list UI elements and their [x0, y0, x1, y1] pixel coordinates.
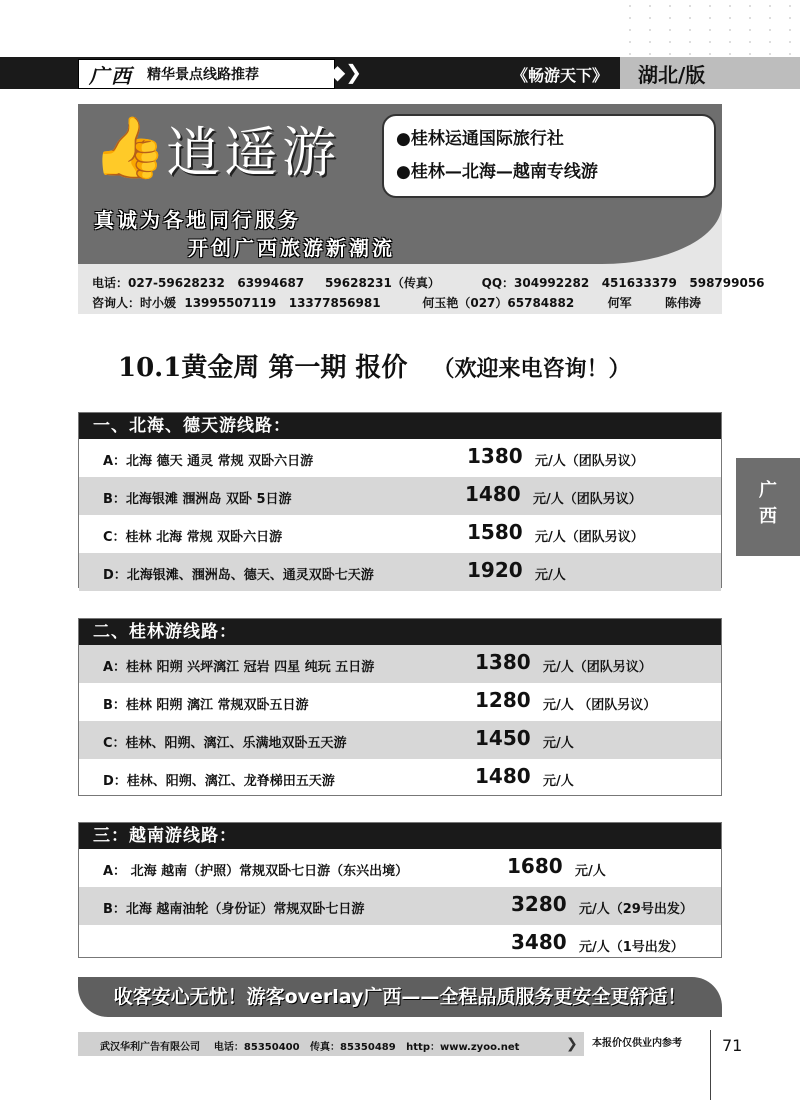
price-row	[79, 683, 721, 721]
route-name: B：北海 越南油轮（身份证）常规双卧七日游	[103, 902, 365, 917]
price-unit: 元/人（团队另议）	[543, 660, 652, 675]
brand-name: 逍遥游	[166, 121, 340, 184]
slogan-line-2: 开创广西旅游新潮流	[188, 236, 395, 260]
side-region-tab	[736, 458, 800, 556]
price-row	[79, 849, 721, 887]
contact-phones: 电话：027-59628232 63994687 59628231（传真） QQ：304992282 451633379 598799056	[92, 276, 765, 290]
route-section-beihai	[78, 412, 722, 588]
route-name: B：北海银滩 涠洲岛 双卧 5日游	[103, 492, 292, 507]
price-value: 1580	[467, 520, 523, 544]
decorative-dot-grid	[620, 0, 800, 55]
price-row	[79, 721, 721, 759]
agency-specialty: ●桂林—北海—越南专线游	[396, 162, 598, 182]
price-row	[79, 553, 721, 591]
agency-banner	[78, 104, 765, 314]
price-unit: 元/人	[575, 864, 606, 879]
edition-label: 湖北/版	[620, 57, 800, 89]
price-value: 1280	[475, 688, 531, 712]
price-value: 1380	[467, 444, 523, 468]
page-title-text: 10.1黄金周 第一期 报价	[118, 353, 408, 383]
section-title: 精华景点线路推荐	[147, 67, 259, 83]
route-section-vietnam	[78, 822, 722, 958]
route-name: D：桂林、阳朔、漓江、龙脊梯田五天游	[103, 774, 335, 789]
disclaimer: 本报价仅供业内参考	[584, 1032, 710, 1056]
section-heading: 二、桂林游线路：	[79, 619, 721, 645]
magazine-name: 《畅游天下》	[512, 66, 609, 85]
thumbs-up-icon: 👍	[92, 113, 167, 183]
price-row	[79, 515, 721, 553]
chevron-right-icon: ❯	[566, 1036, 578, 1052]
price-unit: 元/人	[535, 568, 566, 583]
price-value: 1920	[467, 558, 523, 582]
region-label: 广西	[89, 63, 133, 88]
price-unit: 元/人	[543, 774, 574, 789]
side-tab-char-1: 广	[759, 480, 777, 501]
price-unit: 元/人（团队另议）	[535, 530, 644, 545]
footer-bar	[78, 1032, 710, 1056]
section-heading: 一、北海、德天游线路：	[79, 413, 721, 439]
page-number: 71	[722, 1036, 743, 1055]
side-tab-char-2: 西	[759, 506, 777, 527]
price-unit: 元/人 （团队另议）	[543, 698, 657, 713]
price-row	[79, 645, 721, 683]
price-value: 3480	[511, 930, 567, 954]
price-value: 1450	[475, 726, 531, 750]
section-heading: 三：越南游线路：	[79, 823, 721, 849]
price-value: 1380	[475, 650, 531, 674]
header-section-label	[78, 59, 362, 89]
price-value: 1480	[475, 764, 531, 788]
price-unit: 元/人（1号出发）	[579, 940, 684, 955]
price-row	[79, 925, 721, 963]
price-unit: 元/人（29号出发）	[579, 902, 693, 917]
route-name: A： 北海 越南（护照）常规双卧七日游（东兴出境）	[103, 864, 409, 879]
price-value: 3280	[511, 892, 567, 916]
price-value: 1680	[507, 854, 563, 878]
diamond-arrow-icon: ◆❯	[329, 60, 362, 84]
route-name: B：桂林 阳朔 漓江 常规双卧五日游	[103, 698, 309, 713]
page-title-note: （欢迎来电咨询！）	[432, 356, 631, 382]
page-title	[118, 347, 631, 384]
price-row	[79, 887, 721, 925]
divider	[710, 1030, 711, 1100]
price-unit: 元/人（团队另议）	[533, 492, 642, 507]
route-section-guilin	[78, 618, 722, 796]
agency-name: ●桂林运通国际旅行社	[396, 129, 564, 149]
price-unit: 元/人	[543, 736, 574, 751]
price-value: 1480	[465, 482, 521, 506]
contact-people: 咨询人：时小媛 13995507119 13377856981 何玉艳（027）65784882 何军 陈伟涛	[92, 296, 702, 310]
company-info: 武汉华利广告有限公司 电话：85350400 传真：85350489 http：www.zyoo.net	[100, 1042, 520, 1053]
promo-banner: 收客安心无忧！游客overlay广西——全程品质服务更安全更舒适！	[78, 977, 722, 1017]
route-name: A：北海 德天 通灵 常规 双卧六日游	[103, 454, 314, 469]
route-name: C：桂林 北海 常规 双卧六日游	[103, 530, 283, 545]
route-name: A：桂林 阳朔 兴坪漓江 冠岩 四星 纯玩 五日游	[103, 660, 375, 675]
header-bar	[0, 57, 800, 89]
route-name: C：桂林、阳朔、漓江、乐满地双卧五天游	[103, 736, 347, 751]
agency-info-box	[382, 114, 716, 198]
price-unit: 元/人（团队另议）	[535, 454, 644, 469]
price-row	[79, 759, 721, 797]
slogan-line-1: 真诚为各地同行服务	[94, 208, 301, 232]
price-row	[79, 477, 721, 515]
price-row	[79, 439, 721, 477]
route-name: D：北海银滩、涠洲岛、德天、通灵双卧七天游	[103, 568, 374, 583]
